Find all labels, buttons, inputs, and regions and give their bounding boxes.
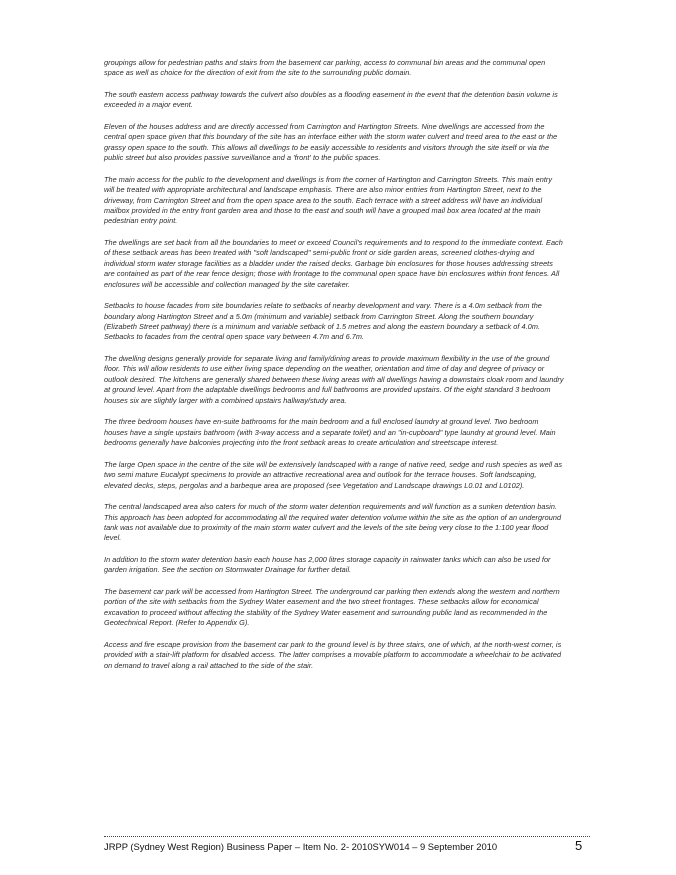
footer-text: JRPP (Sydney West Region) Business Paper – Item No. 2- 2010SYW014 – 9 September 2010: [104, 841, 498, 852]
paragraph: The basement car park will be accessed from Hartington Street. The underground car parking then extends along the western and northern portion of the site with setbacks from the Sydney Water easement and the two street frontages. These setbacks allow for economical excavation to proceed without affecting the stability of the Sydney Water easement and surrounding public land as recommended in the Geotechnical Report. (Refer to Appendix G).: [104, 586, 560, 628]
paragraph: Access and fire escape provision from the basement car park to the ground level is by three stairs, one of which, at the north-west corner, is provided with a stair-lift platform for disabled access. The latter comprises a movable platform to accommodate a wheelchair to be activated on demand to travel along a rail attached to the side of the stair.: [104, 639, 562, 670]
paragraph: The large Open space in the centre of the site will be extensively landscaped with a range of native reed, sedge and rush species as well as two semi mature Eucalypt specimens to provide an attractive recreational area and outlook for the terrace houses. Soft landscaping, elevated decks, steps, pergolas and a barbeque area are proposed (see Vegetation and Landscape drawings L0.01 and L0102).: [104, 459, 563, 490]
paragraph: The main access for the public to the development and dwellings is from the corner of Hartington and Carrington Streets. This main entry will be treated with appropriate architectural and landscape emphasis. There are also minor entries from Hartington Street, next to the driveway, from Carrington Street and from the open space area to the south. Each terrace with a street address will have an individual mailbox provided in the entry front garden area and those to the east and south will have a grouped mail box area located at the main pedestrian entry point.: [104, 174, 553, 226]
paragraph: Setbacks to house facades from site boundaries relate to setbacks of nearby development and vary. There is a 4.0m setback from the boundary along Hartington Street and a 5.0m (minimum and variable) setback from Carrington Street. Along the southern boundary (Elizabeth Street pathway) there is a minimum and variable setback of 1.5 metres and along the eastern boundary a setback of 4.0m. Setbacks to facades from the central open space vary between 4.7m and 6.7m.: [104, 301, 542, 342]
body-text: [104, 58, 564, 682]
paragraph: The south eastern access pathway towards the culvert also doubles as a flooding easement in the event that the detention basin volume is exceeded in a major event.: [104, 90, 558, 110]
paragraph: In addition to the storm water detention basin each house has 2,000 litres storage capacity in rainwater tanks which can also be used for garden irrigation. See the section on Stormwater Drainage for further detail.: [104, 554, 551, 575]
paragraph: groupings allow for pedestrian paths and stairs from the basement car parking, access to communal bin areas and the communal open space as well as choice for the direction of exit from the site to the surrounding public domain.: [104, 58, 546, 78]
paragraph: The central landscaped area also caters for much of the storm water detention requirements and will function as a sunken detention basin. This approach has been adopted for accommodating all the required water detention volume within the site as the option of an underground tank was not available due to proximity of the main storm water culvert and the levels of the site being very close to the 1:100 year flood level.: [104, 502, 562, 543]
page-number: 5: [575, 838, 583, 853]
paragraph: The dwelling designs generally provide for separate living and family/dining areas to provide maximum flexibility in the use of the ground floor. This will allow residents to use either living space depending on the weather, orientation and time of day and degree of privacy or outlook desired. The kitchens are generally shared between these living areas with all dwellings having a downstairs cloak room and laundry at ground level. Apart from the adaptable dwellings bedrooms and full bathrooms are provided upstairs. Of the eight standard 3 bedroom houses six are slightly larger with a combined upstairs hallway/study area.: [104, 354, 564, 405]
paragraph: Eleven of the houses address and are directly accessed from Carrington and Hartington Streets. Nine dwellings are accessed from the central open space given that this boundary of the site has an interface either with the storm water culvert and treed area to the east or the grassy open space to the south. This allows all dwellings to be easily accessible to residents and visitors through the site itself or via the public street but also provides passive surveillance and a 'front' to the public spaces.: [104, 122, 558, 163]
paragraph: The dwellings are set back from all the boundaries to meet or exceed Council's requirements and to respond to the immediate context. Each of these setback areas has been treated with "soft landscaped" semi-public front or side garden areas, screened clothes-drying and individual storm water storage facilities as a bladder under the raised decks. Garbage bin enclosures for those houses addressing streets are contained as part of the rear fence design; those with frontage to the communal open space have bin enclosures within front fences. All enclosures will be accessible and collection managed by the site caretaker.: [104, 238, 563, 289]
paragraph: The three bedroom houses have en-suite bathrooms for the main bedroom and a full enclosed laundry at ground level. Two bedroom houses have a single upstairs bathroom (with 3-way access and a separate toilet) and an "in-cupboard" type laundry at ground level. Main bedrooms generally have balconies projecting into the front setback areas to create articulation and streetscape interest.: [104, 417, 556, 448]
footer-divider: [104, 836, 590, 837]
